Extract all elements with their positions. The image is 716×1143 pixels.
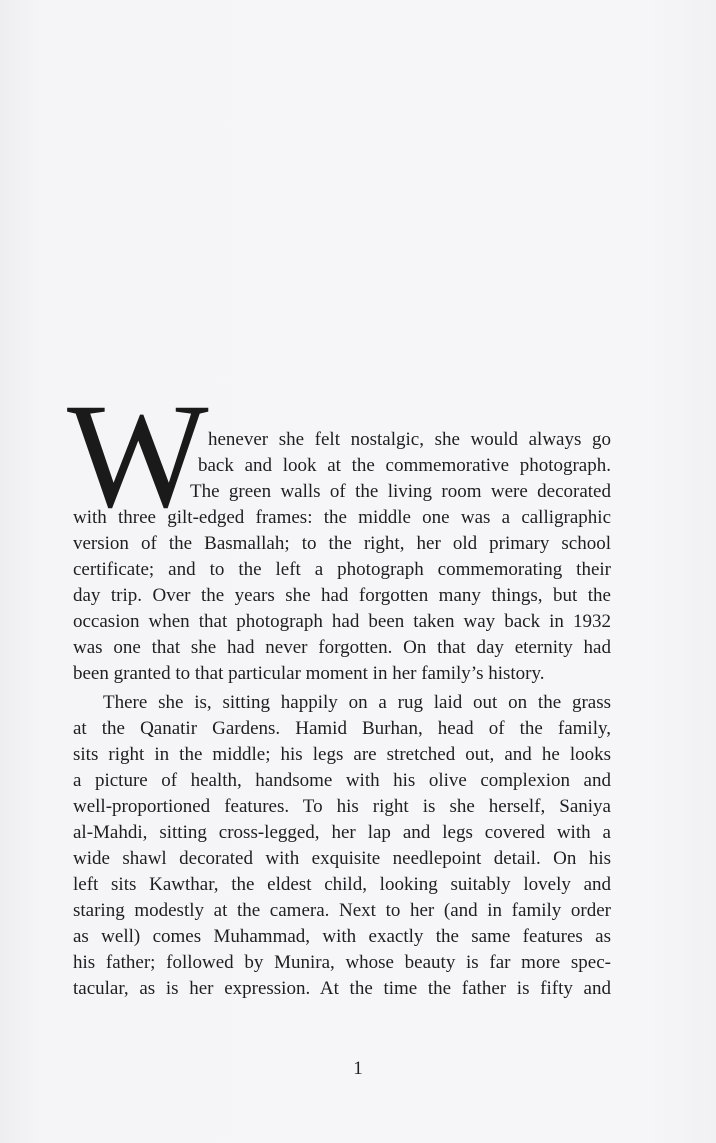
- drop-cap: W: [67, 373, 209, 539]
- text-line: certificate; and to the left a photograph commemorating their: [73, 559, 611, 580]
- text-line: was one that she had never forgotten. On that day eternity had: [73, 637, 611, 658]
- text-line: a picture of health, handsome with his olive complexion and: [73, 770, 611, 791]
- text-line: left sits Kawthar, the eldest child, looking suitably lovely and: [73, 874, 611, 895]
- text-line: The green walls of the living room were decorated: [190, 481, 611, 502]
- text-line: occasion when that photograph had been taken way back in 1932: [73, 611, 611, 632]
- text-line: as well) comes Muhammad, with exactly the same features as: [73, 926, 611, 947]
- text-line: with three gilt-edged frames: the middle one was a calligraphic: [73, 507, 611, 528]
- text-line: day trip. Over the years she had forgotten many things, but the: [73, 585, 611, 606]
- text-line: his father; followed by Munira, whose beauty is far more spec-: [73, 952, 611, 973]
- text-line: tacular, as is her expression. At the time the father is fifty and: [73, 978, 611, 999]
- text-line: al-Mahdi, sitting cross-legged, her lap and legs covered with a: [73, 822, 611, 843]
- text-line: at the Qanatir Gardens. Hamid Burhan, head of the family,: [73, 718, 611, 739]
- text-line: well-proportioned features. To his right is she herself, Saniya: [73, 796, 611, 817]
- text-line: henever she felt nostalgic, she would always go: [208, 429, 611, 450]
- text-line: version of the Basmallah; to the right, her old primary school: [73, 533, 611, 554]
- page-number: 1: [353, 1058, 363, 1079]
- text-line: been granted to that particular moment in her family’s history.: [73, 663, 545, 684]
- text-line: staring modestly at the camera. Next to her (and in family order: [73, 900, 611, 921]
- text-line: sits right in the middle; his legs are stretched out, and he looks: [73, 744, 611, 765]
- text-line: There she is, sitting happily on a rug laid out on the grass: [103, 692, 611, 713]
- text-line: wide shawl decorated with exquisite needlepoint detail. On his: [73, 848, 611, 869]
- text-line: back and look at the commemorative photograph.: [198, 455, 611, 476]
